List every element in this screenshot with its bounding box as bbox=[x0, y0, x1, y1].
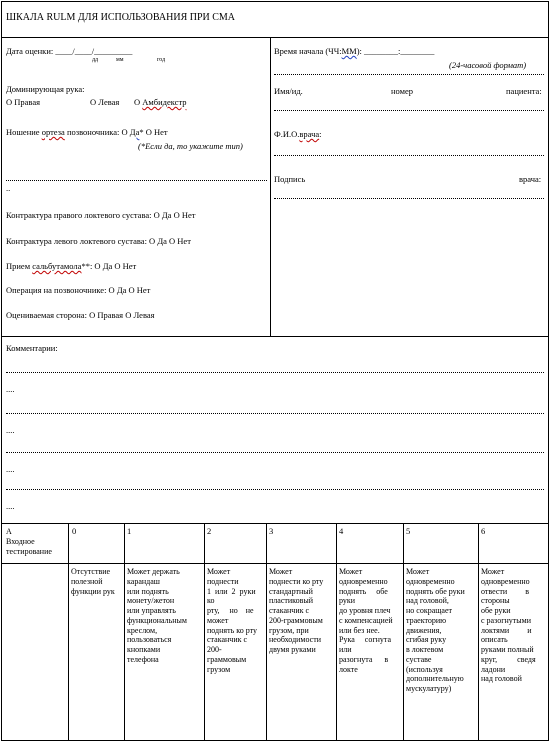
comment-dots-4: .... bbox=[6, 501, 15, 511]
orthosis-prefix: Ношение bbox=[6, 127, 42, 137]
patient-id-label-2: номер bbox=[391, 86, 414, 96]
patient-id-line[interactable] bbox=[274, 110, 544, 111]
spine-surgery: Операция на позвоночнике: О Да О Нет bbox=[6, 285, 151, 295]
score-desc-2: Может поднести 1 или 2 руки ко рту, но не может поднять ко рту стаканчик с 200- граммовым грузом bbox=[207, 567, 257, 674]
start-time-fields[interactable]: ): ________:________ bbox=[356, 46, 435, 56]
assessed-side: Оцениваемая сторона: О Правая О Левая bbox=[6, 310, 155, 320]
col-divider-6 bbox=[478, 523, 479, 741]
contracture-right: Контрактура правого локтевого сустава: О Да О Нет bbox=[6, 210, 196, 220]
hand-ambidextrous-option[interactable] bbox=[134, 98, 187, 108]
hand-right-option[interactable]: О Правая bbox=[6, 97, 41, 107]
hand-ambi-text: Амбидекстр bbox=[142, 97, 187, 107]
orthosis-yes[interactable]: Да bbox=[129, 127, 140, 137]
start-time-mm: ММ bbox=[341, 46, 357, 56]
score-0[interactable]: 0 bbox=[72, 526, 77, 536]
orthosis-question bbox=[6, 128, 168, 138]
comment-dots-3: .... bbox=[6, 464, 15, 474]
item-a-label: А Входное тестирование bbox=[6, 527, 52, 556]
scale-header-row bbox=[1, 523, 549, 564]
score-5[interactable]: 5 bbox=[406, 526, 411, 536]
doctor-name-line[interactable] bbox=[274, 155, 544, 156]
doctor-suffix: : bbox=[319, 129, 322, 139]
col-divider-0 bbox=[68, 523, 69, 741]
col-divider-5 bbox=[403, 523, 404, 741]
doctor-prefix: Ф.И.О. bbox=[274, 129, 300, 139]
signature-label-2: врача: bbox=[519, 174, 542, 184]
date-hint-day: дд bbox=[92, 57, 99, 63]
score-desc-5: Может одновременно поднять обе руки над головой, но сокращает траекторию движения, сгибая руку в локтевом суставе (используя дополнительную мускулатуру) bbox=[406, 567, 465, 693]
orthosis-middle: позвоночника: О bbox=[64, 127, 130, 137]
score-3[interactable]: 3 bbox=[269, 526, 274, 536]
date-hint-month: мм bbox=[116, 57, 124, 63]
date-hint-year: год bbox=[157, 57, 166, 63]
start-time bbox=[274, 47, 434, 57]
comments-section bbox=[1, 336, 549, 524]
col-divider-3 bbox=[266, 523, 267, 741]
orthosis-dots: .. bbox=[6, 183, 11, 193]
score-desc-0: Отсутствие полезной функции рук bbox=[71, 567, 115, 596]
score-2[interactable]: 2 bbox=[207, 526, 212, 536]
score-desc-4: Может одновременно поднять обе руки до уровня плеч с компенсацией или без нее. Рука согнута или разогнута в локте bbox=[339, 567, 393, 674]
hand-left-option[interactable]: О Левая bbox=[90, 97, 120, 107]
comment-line-1[interactable] bbox=[6, 372, 544, 373]
orthosis-no[interactable]: * О Нет bbox=[139, 127, 168, 137]
col-divider-4 bbox=[336, 523, 337, 741]
orthosis-type-line[interactable] bbox=[6, 180, 267, 181]
salbutamol-word: сальбутамола bbox=[32, 261, 82, 271]
doctor-word: врача bbox=[299, 129, 320, 139]
col-divider-2 bbox=[204, 523, 205, 741]
header-divider bbox=[270, 37, 271, 337]
comment-line-2[interactable] bbox=[6, 413, 544, 414]
col-divider-1 bbox=[124, 523, 125, 741]
signature-line[interactable] bbox=[274, 198, 544, 199]
orthosis-word: ортеза bbox=[41, 127, 65, 137]
doctor-name-label bbox=[274, 130, 322, 140]
comment-dots-2: .... bbox=[6, 425, 15, 435]
assessment-date: Дата оценки: ____/____/_________ bbox=[6, 46, 133, 56]
comment-dots-1: .... bbox=[6, 384, 15, 394]
time-format-note: (24-часовой формат) bbox=[449, 60, 527, 70]
salbutamol-prefix: Прием bbox=[6, 261, 33, 271]
patient-id-label-1: Имя/ид. bbox=[274, 86, 303, 96]
score-6[interactable]: 6 bbox=[481, 526, 486, 536]
start-time-dotted-line bbox=[274, 74, 544, 75]
dominant-hand-label: Доминирующая рука: bbox=[6, 84, 85, 94]
form-title: ШКАЛА RULM ДЛЯ ИСПОЛЬЗОВАНИЯ ПРИ СМА bbox=[6, 12, 236, 23]
orthosis-note: (*Если да, то укажите тип) bbox=[138, 141, 243, 151]
hand-ambi-prefix: О bbox=[134, 97, 143, 107]
salbutamol-options[interactable]: **: О Да О Нет bbox=[81, 261, 137, 271]
signature-label: Подпись bbox=[274, 174, 306, 184]
score-1[interactable]: 1 bbox=[127, 526, 132, 536]
score-desc-3: Может поднести ко рту стандартный пластиковый стаканчик с 200-граммовым грузом, при необходимости двумя руками bbox=[269, 567, 324, 654]
comment-line-3[interactable] bbox=[6, 452, 544, 453]
comment-line-4[interactable] bbox=[6, 489, 544, 490]
patient-id-label-3: пациента: bbox=[506, 86, 542, 96]
score-desc-6: Может одновременно отвести в стороны обе руки с разогнутыми локтями и описать руками полный круг, сведя ладони над головой bbox=[481, 567, 536, 684]
contracture-left: Контрактура левого локтевого сустава: О Да О Нет bbox=[6, 236, 191, 246]
score-4[interactable]: 4 bbox=[339, 526, 344, 536]
comments-label: Комментарии: bbox=[6, 343, 58, 353]
salbutamol-question bbox=[6, 262, 136, 272]
start-time-prefix: Время начала (ЧЧ: bbox=[274, 46, 342, 56]
score-desc-1: Может держать карандаш или поднять монету/жетон или управлять функциональным креслом, пользоваться кнопками телефона bbox=[127, 567, 187, 664]
